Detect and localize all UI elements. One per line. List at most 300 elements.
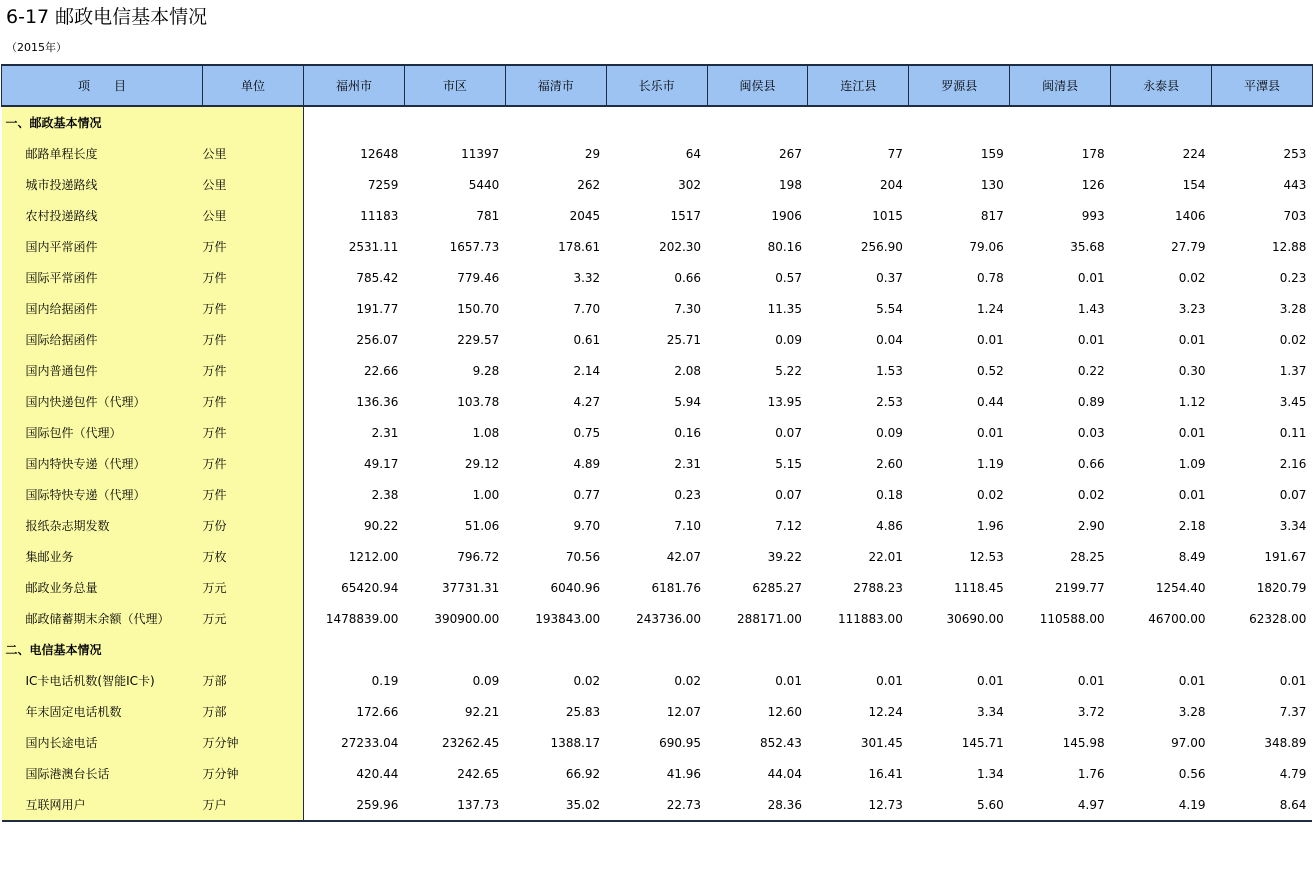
table-row (2, 324, 1313, 355)
value-cell: 27.79 (1171, 239, 1206, 254)
value-cell: 4.86 (876, 518, 903, 533)
value-cell: 2.60 (876, 456, 903, 471)
unit-label: 万户 (202, 798, 227, 812)
value-cell: 2.53 (876, 394, 903, 409)
value-cell: 77 (887, 146, 903, 161)
value-cell: 0.19 (371, 673, 399, 688)
value-cell: 39.22 (767, 549, 802, 564)
value-cell: 288171.00 (737, 611, 802, 626)
unit-label: 万件 (202, 240, 227, 254)
value-cell: 154 (1182, 177, 1206, 192)
statistics-table (1, 64, 1313, 822)
unit-cell (203, 572, 304, 603)
value-cell: 2.38 (371, 487, 399, 502)
unit-cell (203, 200, 304, 231)
value-cell: 28.25 (1070, 549, 1105, 564)
value-cell: 817 (980, 208, 1004, 223)
value-cell: 0.30 (1178, 363, 1206, 378)
value-cell: 65420.94 (341, 580, 399, 595)
item-label: 邮政业务总量 (2, 572, 203, 603)
item-label: 集邮业务 (2, 541, 203, 572)
value-cell: 204 (879, 177, 903, 192)
value-cell: 5.54 (876, 301, 903, 316)
value-cell: 111883.00 (837, 611, 903, 626)
value-cell: 2.08 (674, 363, 702, 378)
value-cell: 5.94 (674, 394, 702, 409)
unit-label: 公里 (202, 178, 227, 192)
value-cell: 90.22 (364, 518, 399, 533)
item-label: 国内快递包件（代理） (2, 386, 203, 417)
value-cell: 8.64 (1212, 789, 1313, 821)
unit-label: 公里 (202, 209, 227, 223)
empty-cell (1212, 634, 1313, 665)
value-cell: 1.00 (472, 487, 500, 502)
item-label: 国内特快专递（代理） (2, 448, 203, 479)
value-cell: 27233.04 (341, 735, 399, 750)
empty-cell (1111, 106, 1212, 138)
value-cell: 6040.96 (550, 580, 601, 595)
table-row (2, 355, 1313, 386)
table-row (2, 789, 1313, 821)
item-label: 互联网用户 (2, 789, 203, 821)
header-row (2, 65, 1313, 106)
unit-label: 万元 (202, 612, 227, 626)
value-cell: 1906 (771, 208, 802, 223)
unit-cell (203, 169, 304, 200)
empty-cell (304, 634, 405, 665)
value-cell: 0.61 (573, 332, 601, 347)
value-cell: 0.23 (1279, 270, 1307, 285)
column-header: 市区 (404, 65, 505, 106)
value-cell: 8.49 (1178, 549, 1206, 564)
value-cell: 3.32 (573, 270, 601, 285)
value-cell: 64 (685, 146, 702, 161)
value-cell: 259.96 (304, 789, 405, 821)
value-cell: 28.36 (707, 789, 808, 821)
value-cell: 0.11 (1279, 425, 1307, 440)
value-cell: 41.96 (666, 766, 702, 781)
item-label: 邮路单程长度 (2, 138, 203, 169)
value-cell: 44.04 (767, 766, 802, 781)
unit-cell (203, 479, 304, 510)
empty-cell (505, 106, 606, 138)
value-cell: 443 (1283, 177, 1307, 192)
value-cell: 0.56 (1178, 766, 1206, 781)
unit-cell (203, 138, 304, 169)
table-row (2, 727, 1313, 758)
unit-label: 万部 (202, 705, 227, 719)
empty-cell (404, 634, 505, 665)
table-row (2, 448, 1313, 479)
item-label: 国际特快专递（代理） (2, 479, 203, 510)
value-cell: 0.77 (573, 487, 601, 502)
empty-cell (707, 106, 808, 138)
value-cell: 0.44 (977, 394, 1004, 409)
value-cell: 302 (678, 177, 702, 192)
value-cell: 0.16 (674, 425, 702, 440)
unit-cell (203, 262, 304, 293)
value-cell: 9.70 (573, 518, 601, 533)
value-cell: 103.78 (457, 394, 500, 409)
item-label: 国内普通包件 (2, 355, 203, 386)
value-cell: 12.88 (1272, 239, 1307, 254)
value-cell: 0.07 (1279, 487, 1307, 502)
empty-cell (909, 106, 1010, 138)
value-cell: 0.01 (977, 673, 1004, 688)
item-label: IC卡电话机数(智能IC卡) (2, 665, 203, 696)
value-cell: 0.01 (1178, 487, 1206, 502)
column-header: 闽清县 (1010, 65, 1111, 106)
value-cell: 6285.27 (752, 580, 802, 595)
value-cell: 0.66 (1077, 456, 1105, 471)
unit-cell (203, 355, 304, 386)
table-row (2, 696, 1313, 727)
column-header: 连江县 (808, 65, 909, 106)
unit-cell (203, 789, 304, 821)
unit-label: 万件 (202, 426, 227, 440)
empty-cell (1111, 634, 1212, 665)
value-cell: 13.95 (767, 394, 802, 409)
value-cell: 7.37 (1279, 704, 1307, 719)
value-cell: 779.46 (457, 270, 500, 285)
value-cell: 29.12 (464, 456, 500, 471)
column-header: 闽侯县 (707, 65, 808, 106)
value-cell: 198 (779, 177, 802, 192)
empty-cell (1010, 106, 1111, 138)
value-cell: 150.70 (457, 301, 500, 316)
value-cell: 301.45 (860, 735, 903, 750)
value-cell: 37731.31 (442, 580, 500, 595)
value-cell: 0.02 (573, 673, 601, 688)
table-header (2, 65, 1313, 106)
value-cell: 1254.40 (1155, 580, 1206, 595)
table-row (2, 603, 1313, 634)
value-cell: 256.07 (356, 332, 399, 347)
value-cell: 1118.45 (954, 580, 1004, 595)
empty-cell (404, 106, 505, 138)
table-row (2, 417, 1313, 448)
value-cell: 2.31 (371, 425, 399, 440)
value-cell: 1820.79 (1256, 580, 1307, 595)
value-cell: 172.66 (356, 704, 399, 719)
unit-label: 万件 (202, 488, 227, 502)
value-cell: 4.19 (1111, 789, 1212, 821)
value-cell: 2.14 (573, 363, 601, 378)
value-cell: 6181.76 (651, 580, 702, 595)
item-label: 年末固定电话机数 (2, 696, 203, 727)
value-cell: 3.28 (1178, 704, 1206, 719)
empty-cell (909, 634, 1010, 665)
value-cell: 92.21 (464, 704, 500, 719)
value-cell: 2531.11 (348, 239, 399, 254)
value-cell: 136.36 (356, 394, 399, 409)
unit-cell-empty (203, 106, 304, 138)
value-cell: 0.02 (977, 487, 1004, 502)
value-cell: 2788.23 (853, 580, 903, 595)
column-header: 单位 (203, 65, 304, 106)
empty-cell (808, 106, 909, 138)
value-cell: 16.41 (868, 766, 903, 781)
value-cell: 7.12 (775, 518, 802, 533)
unit-label: 万枚 (202, 550, 227, 564)
value-cell: 253 (1283, 146, 1307, 161)
column-header: 罗源县 (909, 65, 1010, 106)
value-cell: 11183 (360, 208, 399, 223)
value-cell: 5440 (468, 177, 500, 192)
value-cell: 0.01 (1077, 270, 1105, 285)
value-cell: 2.16 (1279, 456, 1307, 471)
table-row (2, 262, 1313, 293)
value-cell: 130 (980, 177, 1004, 192)
value-cell: 0.02 (1279, 332, 1307, 347)
value-cell: 30690.00 (946, 611, 1004, 626)
empty-cell (505, 634, 606, 665)
table-body (2, 106, 1313, 821)
value-cell: 1.34 (977, 766, 1004, 781)
value-cell: 1.76 (1077, 766, 1105, 781)
value-cell: 178.61 (558, 239, 601, 254)
value-cell: 1.09 (1178, 456, 1206, 471)
value-cell: 4.89 (573, 456, 601, 471)
value-cell: 5.22 (775, 363, 802, 378)
value-cell: 1.19 (977, 456, 1004, 471)
column-header: 长乐市 (606, 65, 707, 106)
table-row (2, 231, 1313, 262)
value-cell: 0.09 (876, 425, 903, 440)
value-cell: 1.96 (977, 518, 1004, 533)
unit-label: 万件 (202, 333, 227, 347)
value-cell: 12648 (360, 146, 399, 161)
value-cell: 420.44 (356, 766, 399, 781)
unit-cell (203, 324, 304, 355)
value-cell: 262 (577, 177, 601, 192)
value-cell: 0.02 (1077, 487, 1105, 502)
value-cell: 51.06 (464, 518, 500, 533)
value-cell: 1.08 (472, 425, 500, 440)
unit-label: 万件 (202, 271, 227, 285)
unit-cell (203, 665, 304, 696)
unit-cell (203, 293, 304, 324)
unit-label: 公里 (202, 147, 227, 161)
value-cell: 4.97 (1010, 789, 1111, 821)
value-cell: 1388.17 (550, 735, 601, 750)
value-cell: 110588.00 (1039, 611, 1105, 626)
value-cell: 2199.77 (1055, 580, 1105, 595)
unit-label: 万件 (202, 395, 227, 409)
value-cell: 178 (1081, 146, 1105, 161)
value-cell: 1.12 (1178, 394, 1206, 409)
value-cell: 46700.00 (1148, 611, 1206, 626)
value-cell: 0.09 (472, 673, 500, 688)
value-cell: 0.01 (1077, 332, 1105, 347)
value-cell: 22.66 (364, 363, 399, 378)
value-cell: 1406 (1174, 208, 1206, 223)
value-cell: 3.45 (1279, 394, 1307, 409)
value-cell: 159 (980, 146, 1004, 161)
value-cell: 1212.00 (348, 549, 399, 564)
value-cell: 5.60 (909, 789, 1010, 821)
value-cell: 4.27 (573, 394, 601, 409)
value-cell: 242.65 (457, 766, 500, 781)
unit-cell (203, 541, 304, 572)
value-cell: 993 (1081, 208, 1105, 223)
column-header: 项 目 (2, 65, 203, 106)
value-cell: 97.00 (1171, 735, 1206, 750)
value-cell: 7.30 (674, 301, 702, 316)
value-cell: 229.57 (457, 332, 500, 347)
unit-cell (203, 448, 304, 479)
value-cell: 224 (1182, 146, 1206, 161)
value-cell: 0.52 (977, 363, 1004, 378)
value-cell: 66.92 (565, 766, 601, 781)
unit-label: 万件 (202, 457, 227, 471)
value-cell: 1517 (670, 208, 702, 223)
value-cell: 2.90 (1077, 518, 1105, 533)
empty-cell (808, 634, 909, 665)
table-row (2, 510, 1313, 541)
value-cell: 7259 (367, 177, 399, 192)
value-cell: 22.73 (606, 789, 707, 821)
value-cell: 0.57 (775, 270, 802, 285)
value-cell: 0.75 (573, 425, 601, 440)
item-label: 国际包件（代理） (2, 417, 203, 448)
value-cell: 0.02 (674, 673, 702, 688)
column-header: 永泰县 (1111, 65, 1212, 106)
value-cell: 0.37 (876, 270, 903, 285)
value-cell: 2.31 (674, 456, 702, 471)
unit-cell (203, 510, 304, 541)
table-row (2, 541, 1313, 572)
unit-cell (203, 231, 304, 262)
value-cell: 191.77 (356, 301, 399, 316)
value-cell: 781 (476, 208, 500, 223)
item-label: 国内给据函件 (2, 293, 203, 324)
item-label: 农村投递路线 (2, 200, 203, 231)
value-cell: 0.01 (775, 673, 802, 688)
unit-cell (203, 727, 304, 758)
value-cell: 0.01 (1279, 673, 1307, 688)
value-cell: 0.01 (1178, 425, 1206, 440)
value-cell: 0.01 (1077, 673, 1105, 688)
item-label: 国内平常函件 (2, 231, 203, 262)
value-cell: 3.72 (1077, 704, 1105, 719)
unit-label: 万分钟 (202, 767, 239, 781)
unit-label: 万份 (202, 519, 227, 533)
value-cell: 4.79 (1279, 766, 1307, 781)
value-cell: 390900.00 (434, 611, 500, 626)
unit-cell (203, 758, 304, 789)
value-cell: 25.83 (565, 704, 601, 719)
unit-label: 万件 (202, 302, 227, 316)
value-cell: 0.01 (977, 425, 1004, 440)
table-row (2, 386, 1313, 417)
table-row (2, 169, 1313, 200)
value-cell: 49.17 (364, 456, 399, 471)
value-cell: 2045 (569, 208, 601, 223)
table-row (2, 138, 1313, 169)
value-cell: 1.43 (1077, 301, 1105, 316)
page-title: 6-17 邮政电信基本情况 (6, 6, 208, 28)
value-cell: 852.43 (759, 735, 802, 750)
unit-cell (203, 386, 304, 417)
empty-cell (606, 106, 707, 138)
unit-cell (203, 417, 304, 448)
table-row (2, 200, 1313, 231)
unit-label: 万元 (202, 581, 227, 595)
value-cell: 2.18 (1178, 518, 1206, 533)
value-cell: 0.78 (977, 270, 1004, 285)
value-cell: 12.60 (767, 704, 802, 719)
value-cell: 1.37 (1279, 363, 1307, 378)
value-cell: 1.53 (876, 363, 903, 378)
unit-cell-empty (203, 634, 304, 665)
value-cell: 0.07 (775, 425, 802, 440)
section-label: 二、电信基本情况 (2, 634, 203, 665)
unit-label: 万件 (202, 364, 227, 378)
value-cell: 35.68 (1070, 239, 1105, 254)
value-cell: 0.66 (674, 270, 702, 285)
table-row (2, 479, 1313, 510)
value-cell: 35.02 (505, 789, 606, 821)
value-cell: 7.10 (674, 518, 702, 533)
value-cell: 0.09 (775, 332, 802, 347)
value-cell: 145.98 (1062, 735, 1105, 750)
value-cell: 3.28 (1279, 301, 1307, 316)
table-row (2, 572, 1313, 603)
value-cell: 0.89 (1077, 394, 1105, 409)
empty-cell (304, 106, 405, 138)
value-cell: 1478839.00 (325, 611, 399, 626)
value-cell: 22.01 (868, 549, 903, 564)
value-cell: 3.34 (1279, 518, 1307, 533)
value-cell: 191.67 (1264, 549, 1307, 564)
value-cell: 70.56 (565, 549, 601, 564)
value-cell: 703 (1283, 208, 1307, 223)
value-cell: 348.89 (1264, 735, 1307, 750)
value-cell: 0.01 (1178, 673, 1206, 688)
empty-cell (1010, 634, 1111, 665)
table-row (2, 758, 1313, 789)
value-cell: 690.95 (659, 735, 702, 750)
unit-cell (203, 603, 304, 634)
value-cell: 0.01 (977, 332, 1004, 347)
value-cell: 7.70 (573, 301, 601, 316)
value-cell: 243736.00 (636, 611, 702, 626)
value-cell: 267 (779, 146, 802, 161)
section-label: 一、邮政基本情况 (2, 106, 203, 138)
value-cell: 0.02 (1178, 270, 1206, 285)
unit-label: 万部 (202, 674, 227, 688)
value-cell: 29 (584, 146, 601, 161)
value-cell: 9.28 (472, 363, 500, 378)
value-cell: 11397 (461, 146, 500, 161)
value-cell: 62328.00 (1249, 611, 1307, 626)
item-label: 国际平常函件 (2, 262, 203, 293)
value-cell: 23262.45 (442, 735, 500, 750)
item-label: 国际港澳台长话 (2, 758, 203, 789)
empty-cell (707, 634, 808, 665)
section-row (2, 634, 1313, 665)
column-header: 福州市 (304, 65, 405, 106)
value-cell: 126 (1081, 177, 1105, 192)
value-cell: 193843.00 (535, 611, 601, 626)
empty-cell (606, 634, 707, 665)
value-cell: 0.01 (1178, 332, 1206, 347)
value-cell: 796.72 (457, 549, 500, 564)
unit-cell (203, 696, 304, 727)
value-cell: 5.15 (775, 456, 802, 471)
value-cell: 1657.73 (449, 239, 500, 254)
